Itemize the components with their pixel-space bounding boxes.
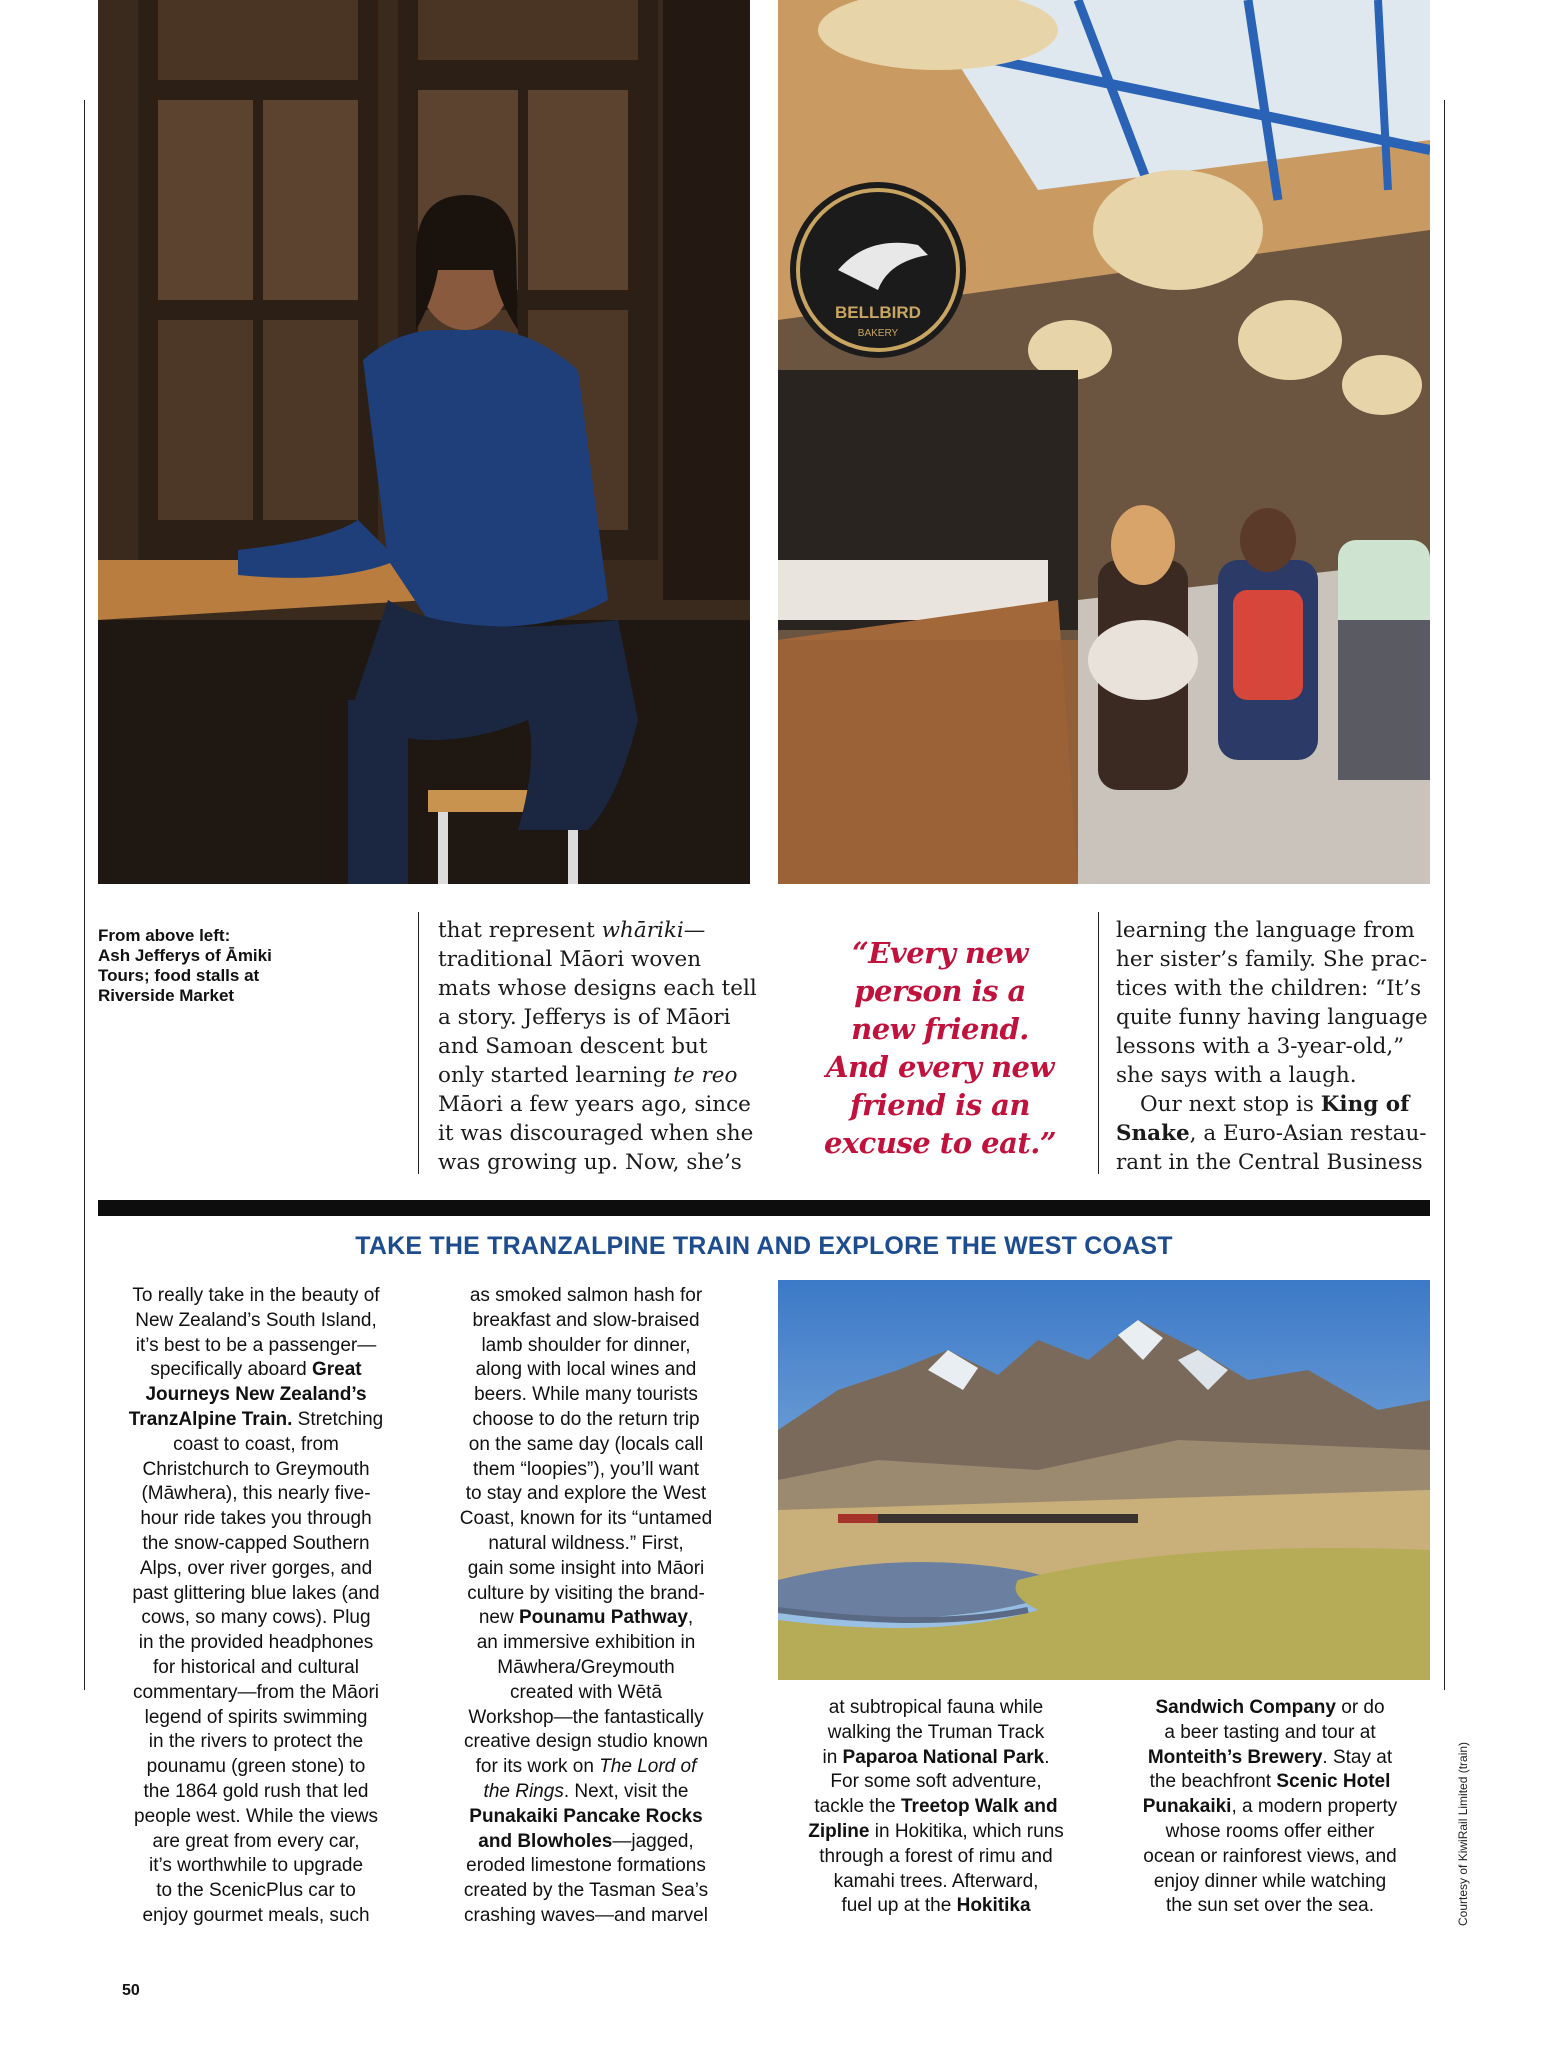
sidebar-column-4 — [1110, 1696, 1430, 1919]
text-run-italic: te reo — [673, 1063, 738, 1088]
text-line: Coast, known for its “untamed — [459, 1508, 713, 1530]
page-number: 50 — [122, 1982, 140, 1999]
text-line: along with local wines and — [475, 1359, 697, 1381]
text-run-bold: Paparoa National Park — [842, 1746, 1045, 1768]
text-line: people west. While the views — [134, 1805, 378, 1827]
sidebar-divider-bar — [98, 1200, 1430, 1216]
text-run-bold: Hokitika — [956, 1895, 1031, 1917]
text-run-bold: and Blowholes — [478, 1830, 613, 1852]
text-line: a beer tasting and tour at — [1164, 1721, 1376, 1743]
article-column-1 — [438, 916, 756, 1177]
text-run-bold: King of — [1320, 1092, 1410, 1117]
text-line: it’s worthwhile to upgrade — [148, 1855, 364, 1877]
sidebar-column-3 — [778, 1696, 1094, 1919]
text-line: Alps, over river gorges, and — [139, 1557, 373, 1579]
text-run-bold: Scenic Hotel — [1276, 1771, 1391, 1793]
rule-right — [1444, 100, 1445, 1690]
rule-col-b — [1098, 912, 1099, 1174]
text-run: that represent — [438, 918, 602, 943]
text-line: as smoked salmon hash for — [469, 1285, 703, 1306]
caption-line: Riverside Market — [98, 986, 235, 1005]
text-line: Workshop—the fantastically — [468, 1706, 704, 1728]
text-run-bold: Monteith’s Brewery — [1147, 1746, 1323, 1768]
text-run: fuel up at the — [841, 1895, 957, 1917]
text-line: Māori a few years ago, since — [438, 1092, 751, 1117]
text-line: them “loopies”), you’ll want — [473, 1458, 699, 1480]
text-run: — — [683, 918, 706, 943]
text-line: it was discouraged when she — [438, 1121, 754, 1146]
caption-title: From above left: — [98, 926, 231, 945]
text-run: in Hokitika, which runs — [869, 1820, 1064, 1842]
text-line: lamb shoulder for dinner, — [481, 1334, 691, 1356]
text-line: commentary—from the Māori — [132, 1681, 379, 1703]
bakery-sign: BELLBIRD — [835, 303, 921, 322]
text-run: Stretching — [292, 1408, 384, 1430]
sidebar-column-2 — [428, 1284, 744, 1929]
text-run-bold: Zipline — [808, 1820, 870, 1842]
text-run: tackle the — [814, 1796, 901, 1818]
text-line: her sister’s family. She prac- — [1116, 947, 1428, 972]
text-line: gain some insight into Māori — [467, 1557, 705, 1579]
text-line: Christchurch to Greymouth — [142, 1458, 370, 1480]
text-run-italic: The Lord of — [599, 1756, 697, 1778]
text-run-bold: Sandwich Company — [1155, 1697, 1336, 1718]
text-line: hour ride takes you through — [140, 1508, 372, 1530]
text-line: tices with the children: “It’s — [1116, 976, 1422, 1001]
quote-line: And every new — [826, 1050, 1054, 1084]
text-line: pounamu (green stone) to — [146, 1756, 366, 1778]
photo-caption — [98, 926, 398, 1006]
text-line: legend of spirits swimming — [144, 1706, 368, 1728]
text-line: mats whose designs each tell — [438, 976, 757, 1001]
text-line: To really take in the beauty of — [132, 1285, 380, 1306]
text-run: . Next, visit the — [563, 1780, 689, 1802]
text-line: at subtropical fauna while — [828, 1697, 1044, 1718]
text-line: creative design studio known — [464, 1731, 708, 1753]
photo-riverside-market — [778, 0, 1430, 884]
text-run-bold: Snake — [1116, 1121, 1190, 1146]
text-line: New Zealand’s South Island, — [135, 1309, 377, 1331]
text-line: the 1864 gold rush that led — [143, 1780, 369, 1802]
text-run: . — [1044, 1746, 1050, 1768]
text-line: the sun set over the sea. — [1165, 1895, 1375, 1917]
text-line: cows, so many cows). Plug — [141, 1607, 371, 1629]
text-line: in the provided headphones — [138, 1632, 374, 1654]
text-line: the snow-capped Southern — [142, 1532, 370, 1554]
text-line: Māwhera/Greymouth — [497, 1656, 675, 1678]
text-run: the beachfront — [1149, 1771, 1277, 1793]
text-line: breakfast and slow-braised — [472, 1309, 700, 1331]
text-run-bold: TranzAlpine Train. — [128, 1408, 293, 1430]
text-line: a story. Jefferys is of Māori — [438, 1005, 731, 1030]
text-run-italic: whāriki — [601, 918, 684, 943]
rule-left — [84, 100, 85, 1690]
text-run: —jagged, — [612, 1830, 694, 1852]
text-line: learning the language from — [1116, 918, 1415, 943]
text-line: choose to do the return trip — [472, 1408, 700, 1430]
text-line: she says with a laugh. — [1116, 1063, 1357, 1088]
rule-col-a — [418, 912, 419, 1174]
text-line-bold: Punakaiki Pancake Rocks — [469, 1805, 703, 1827]
text-line: kamahi trees. Afterward, — [833, 1870, 1039, 1892]
text-run-italic: the Rings — [483, 1780, 564, 1802]
text-line: beers. While many tourists — [474, 1384, 698, 1406]
text-run: , a modern property — [1231, 1796, 1398, 1818]
text-line: past glittering blue lakes (and — [132, 1582, 380, 1604]
text-line: it’s best to be a passenger— — [135, 1334, 377, 1356]
text-line: quite funny having language — [1116, 1005, 1428, 1030]
quote-line: person is a — [854, 974, 1026, 1008]
text-line: and Samoan descent but — [438, 1034, 708, 1059]
text-run: in — [822, 1746, 843, 1768]
text-line: an immersive exhibition in — [476, 1632, 696, 1654]
bakery-sign-sub: BAKERY — [857, 328, 899, 339]
photo-credit: Courtesy of KiwiRail Limited (train) — [1456, 1741, 1470, 1926]
text-line: For some soft adventure, — [830, 1771, 1042, 1793]
text-line-bold: Journeys New Zealand’s — [145, 1384, 367, 1406]
sidebar-heading: TAKE THE TRANZALPINE TRAIN AND EXPLORE THE WEST COAST — [355, 1232, 1173, 1260]
text-run-bold: Treetop Walk and — [901, 1796, 1058, 1818]
text-line: walking the Truman Track — [827, 1721, 1045, 1743]
quote-line: “Every new — [852, 936, 1028, 970]
text-line: ocean or rainforest views, and — [1143, 1845, 1397, 1867]
photo-tranzalpine-train — [778, 1280, 1430, 1680]
photo-ash-jefferys — [98, 0, 750, 884]
text-line: traditional Māori woven — [438, 947, 702, 972]
text-line: to the ScenicPlus car to — [156, 1880, 356, 1902]
text-run: Our next stop is — [1140, 1092, 1321, 1117]
text-run-bold: Pounamu Pathway — [518, 1607, 688, 1629]
text-run: only started learning — [438, 1063, 674, 1088]
text-run-bold: Great — [311, 1359, 362, 1381]
caption-line: Tours; food stalls at — [98, 966, 260, 985]
text-line: eroded limestone formations — [466, 1855, 706, 1877]
text-line: through a forest of rimu and — [819, 1845, 1053, 1867]
text-run: . Stay at — [1322, 1746, 1393, 1768]
text-run: specifically aboard — [150, 1359, 312, 1381]
text-line: lessons with a 3-year-old,” — [1116, 1034, 1405, 1059]
text-line: to stay and explore the West — [465, 1483, 707, 1505]
text-line: (Māwhera), this nearly five- — [141, 1483, 371, 1505]
sidebar-column-1 — [98, 1284, 414, 1929]
text-line: enjoy dinner while watching — [1153, 1870, 1387, 1892]
text-run: new — [478, 1607, 519, 1629]
text-line: whose rooms offer either — [1165, 1820, 1375, 1842]
text-run: , a Euro-Asian restau- — [1189, 1121, 1427, 1146]
text-run: for its work on — [475, 1756, 600, 1778]
text-line: in the rivers to protect the — [148, 1731, 364, 1753]
text-run: or do — [1335, 1697, 1385, 1718]
text-line: are great from every car, — [152, 1830, 360, 1852]
quote-line: new friend. — [851, 1012, 1029, 1046]
text-line: created by the Tasman Sea’s — [463, 1880, 709, 1902]
caption-line: Ash Jefferys of Āmiki — [98, 946, 272, 965]
article-column-2 — [1116, 916, 1434, 1177]
text-run-bold: Punakaiki — [1142, 1796, 1232, 1818]
text-line: enjoy gourmet meals, such — [142, 1904, 370, 1926]
text-line: crashing waves—and marvel — [464, 1904, 708, 1926]
text-line: for historical and cultural — [153, 1656, 359, 1678]
text-line: created with Wētā — [509, 1681, 663, 1703]
text-line: culture by visiting the brand- — [467, 1582, 705, 1604]
quote-line: excuse to eat.” — [823, 1126, 1057, 1160]
text-line: natural wildness.” First, — [488, 1532, 684, 1554]
quote-line: friend is an — [850, 1088, 1030, 1122]
text-line: coast to coast, from — [173, 1433, 339, 1455]
pull-quote — [790, 934, 1090, 1162]
text-line: rant in the Central Business — [1116, 1150, 1423, 1175]
text-line: on the same day (locals call — [468, 1433, 704, 1455]
text-run: , — [687, 1607, 694, 1629]
text-line: was growing up. Now, she’s — [438, 1150, 742, 1175]
